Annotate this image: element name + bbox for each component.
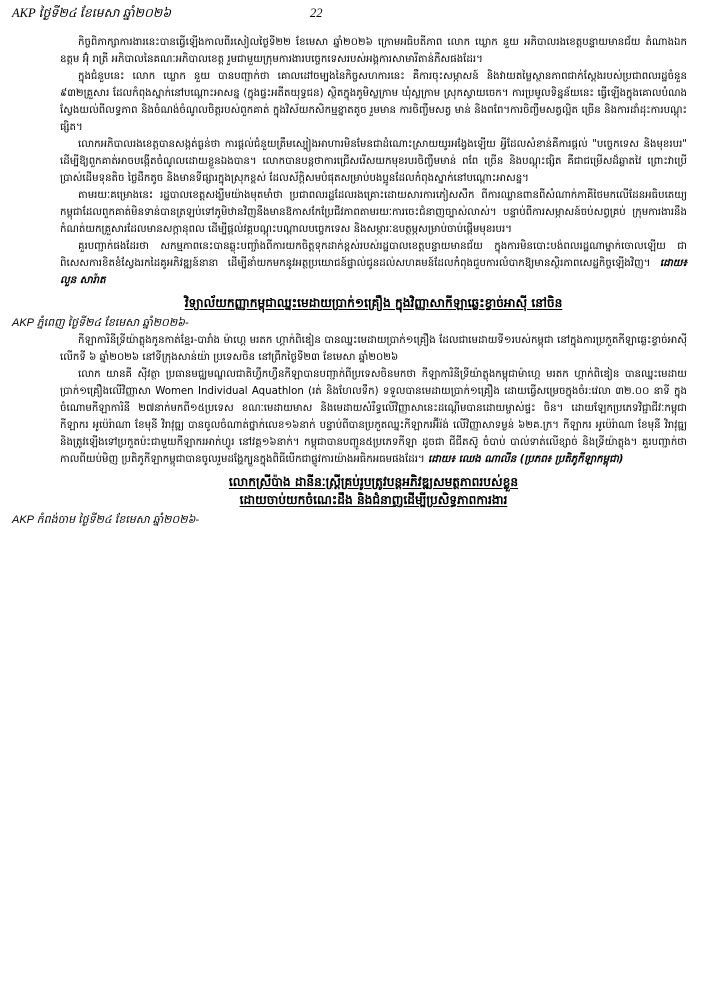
article-1-paragraph-2: ក្នុងជំនួបនេះ លោក ឃ្លោក នួយ បានបញ្ជាក់ថា គោលដៅចម្បងនៃកិច្ចសហការនេះ គឺការចុះសម្ភាសន៍ និងវាយតម្លៃស្ថានភាពជាក់ស្តែងរបស់ប្រជាពលរដ្ឋចំនួន ៩៣២គ្រួសារ ដែលកំពុងស្នាក់នៅបណ្តោះអាសន្ន (ក្នុងផ្ទះអតីតយុទ្ធជន) ស្ថិតក្នុងភូមិស្លក្រាម ឃុំស្លក្រាម ស្រុកស្វាយចេក។ ការប្រមូលទិន្នន័យនេះ ធ្វើឡើងក្នុងគោលបំណងស្វែងយល់ពីលទ្ធភាព និងចំណង់ចំណូលចិត្តរបស់ពួកគាត់ ក្នុងវិស័យកសិកម្មខ្នាតតូច រួមមាន ការចិញ្ចឹមសត្វ មាន់ និងពពែ។ការចិញ្ចឹមសត្វល្អិត ច្រើន និងការដាំដុះការបណ្តុះផ្សិត។ [60, 71, 687, 133]
article-2 [12, 294, 687, 468]
article-2-headline-text: វិទ្យាល័យកញ្ញាកម្ពុជាឈ្នះមេដាយប្រាក់១គ្រឿង ក្នុងវិញ្ញាសាកីឡាឆ្លេះខ្វាច់អាស៊ី នៅចិន [184, 296, 563, 310]
article-3-headline [60, 473, 687, 509]
header-source-date: AKP ថ្ងៃទី២៤ ខែមេសា ឆ្នាំ២០២៦ [12, 6, 172, 20]
article-3-headline-line-1: លោកស្រីប៉ាង ដានីនៈស្ត្រីគ្រប់រូបត្រូវបន្តអភិវឌ្ឍសមត្ថភាពរបស់ខ្លួន [228, 475, 519, 489]
article-1-paragraph-1: កិច្ចពិភាក្សាការងារនេះបានធ្វើឡើងកាលពីរសៀលថ្ងៃទី២២ ខែមេសា ឆ្នាំ២០២៦ ក្រោមអធិបតីភាព លោក ឃ្លោក នួយ អភិបាលរងខេត្តបន្ទាយមានជ័យ តំណាងឯកឧត្តម អ៊ុំ រាត្រី អភិបាលនៃគណៈអភិបាលខេត្ត រួមជាមួយក្រុមការងារបច្ចេកទេសរបស់អង្គការសាមារីតាន់ភឺសផងដែរ។ [60, 37, 687, 65]
article-2-paragraph-2 [60, 366, 687, 468]
page-content [12, 34, 687, 529]
article-2-paragraph-2-text: លោក យានគី ស៊ីវត្ថា ប្រធានមជ្ឈមណ្ឌលជាតិហ្វឹកហ្វឺនកីឡាបានបញ្ជាក់ពីប្រទេសចិនមកថា កីឡាការិនីទ្រីយ៉ាត្លុងកម្ពុជាម៉ាហ្គេ មរតក ហ្គាក់ពិឌៀន បានឈ្នះមេដាយប្រាក់១គ្រឿងលើវិញ្ញាសា Women Individual Aquathlon (រត់ និងហែលទឹក) ទទួលបានមេដាយប្រាក់១គ្រឿង ដោយធ្វើសម្រេចក្នុងចំរ:វេលា ៣២.០០ នាទី ក្នុងចំណោមកីឡាការិនី ២៧នាក់មកពី១៥ប្រទេស ខណៈមេដាយមាស និងមេដាយសំរឹទ្ធលើវិញ្ញាសានេះដណ្តើមបានដោយម្ចាស់ផ្ទះ ចិន។ ដោយឡែកប្រភេទវិជ្ជាជីវៈកម្ពុជា កីឡាករ អូប៉េរ៉ាណា ខែមុនី វិរាវុធ្ឍ បានចូលចំណាត់ថ្នាក់លេខ១៦នាក់ បន្ទាប់ពីបានប្រកួតឈ្នះកីឡាករអ៊ីរ៉ង់ លើវិញ្ញាសាទម្ងន់ ៦២គ.ក្រ។ កីឡាករ អូប៉េរ៉ាណា ខែមុនី វិរាវុធ្ឍ និងត្រូវឡើងទៅប្រកួតប៉ះជាមួយកីឡាករអាក់ហ្វូរ នៅវគ្គ១៦នាក់។ កម្ពុជាបានបញ្ជូន៥ប្រភេទកីឡា ដូចជា ជីជីតស៊ូ ចំបាប់ បាល់ទាត់លើខ្សាច់ និងទ្រីយ៉ាត្លុង។ គួរបញ្ជាក់ថា កាលពីយប់មិញ ប្រតិភូកីឡាកម្ពុជាបានចូលរួមដង្ហែក្បួនក្នុងពិធីបើកជាផ្លូវការយ៉ាងអធិកអធមផងដែរ។ [60, 369, 687, 465]
article-2-headline [60, 294, 687, 312]
page-header [12, 6, 695, 28]
article-1 [60, 34, 687, 289]
article-2-byline: ដោយ៖ ឈេង ណាលីន (ប្រភព៖ ប្រតិភូកីឡាកម្ពុជា) [427, 454, 624, 465]
article-3-headline-line-2: ដោយចាប់យកចំណេះដឹង និងជំនាញដើម្បីប្រសិទ្ធភាពការងារ [239, 493, 508, 507]
article-3-dateline: AKP កំពង់ចាម ថ្ងៃទី២៤ ខែមេសា ឆ្នាំ២០២៦- [12, 514, 200, 526]
article-1-paragraph-3: លោកអភិបាលរងខេត្តបានសង្កត់ធ្ងន់ថា ការផ្តល់ជំនួយត្រឹមស្បៀងអាហារមិនមែនជាដំណោះស្រាយយូរអង្វែងឡើយ អ្វីដែលសំខាន់គឺការផ្តល់ "បច្ចេកទេស និងមុខរបរ" ដើម្បីឱ្យពួកគាត់អាចបង្កើតចំណូលដោយខ្លួនឯងបាន។ លោកបានបន្តថាការជ្រើសរើសយកមុខរបរចិញ្ចឹមមាន់ ពពែ ច្រើន និងបណ្តុះផ្សិត គឺជាជម្រើសដ៏ឆ្លាតវៃ ព្រោះវាប្រើប្រាស់ដើមទុនតិច ថ្លៃដឹកតូច និងមានទីផ្សារក្នុងស្រុកខ្ពស់ ដែលស័ក្តិសមបំផុតសម្រាប់បងប្អូនដែលកំពុងស្នាក់នៅបណ្តោះអាសន្ន។ [60, 139, 687, 184]
article-1-paragraph-4: តាមរយៈគម្រោងនេះ រដ្ឋបាលខេត្តសង្ឃឹមយ៉ាងមុតមាំថា ប្រជាពលរដ្ឋដែលរងគ្រោះដោយសារការភៀសសឹក ពីការឈ្លានពានពីសំណាក់ភាគីថៃមកលើដែនអធិបតេយ្យកម្ពុជាដែលពួកគាត់មិនទាន់បានត្រឡប់ទៅភូមិឋានវិញនឹងមានឱកាសកែប្រែជីវភាពតាមរយៈការចេះជំនាញច្បាស់លាស់។ បន្ទាប់ពីការសម្ភាសន៍ចប់សព្វគ្រប់ ក្រុមការងារនឹងកំណត់យកគ្រួសារដែលមានសក្តានុពល ដើម្បីផ្តល់វគ្គបណ្តុះបណ្តាលបច្ចេកទេស និងសម្ភារៈឧបត្ថម្ភសម្រាប់ចាប់ផ្តើមមុខរបរ។ [60, 190, 687, 235]
article-1-paragraph-5 [60, 238, 687, 289]
article-2-dateline: AKP ភ្នំពេញ ថ្ងៃទី២៤ ខែមេសា ឆ្នាំ២០២៦- [12, 317, 189, 329]
article-2-paragraph-1: កីឡាការិនីទ្រីយ៉ាត្លុងកូនកាត់ខ្មែរ-បារាំង ម៉ាហ្គេ មរតក ហ្គាក់ពិឌៀន បានឈ្នះមេដាយប្រាក់១គ្រឿង ដែលជាមេដាយទី១របស់កម្ពុជា នៅក្នុងការប្រកួតកីឡាឆ្លេះខ្វាច់អាស៊ី លើកទី ៦ ឆ្នាំ២០២៦ នៅទីក្រុងសាន់យ៉ា ប្រទេសចិន នៅព្រឹកថ្ងៃទី២៣ ខែមេសា ឆ្នាំ២០២៦ [60, 335, 687, 363]
article-1-byline: ដោយ៖ លួន សារ៉ាត [60, 258, 687, 286]
article-1-paragraph-5-text: គួរបញ្ជាក់ផងដែរថា សកម្មភាពនេះបានឆ្លុះបញ្ចាំងពីការយកចិត្តទុកដាក់ខ្ពស់របស់រដ្ឋបាលខេត្តបន្ទាយមានជ័យ ក្នុងការមិនបោះបង់ពលរដ្ឋណាម្នាក់ចោលឡើយ ជាពិសេសការខិតខំស្វែងរកដៃគូអភិវឌ្ឍន៍នានា ដើម្បីនាំយកមកនូវអត្ថប្រយោជន៍ផ្ទាល់ជូនដល់សហគមន៍ដែលកំពុងជួបការលំបាកឱ្យមានស្ថិរភាពសេដ្ឋកិច្ចឡើងវិញ។ [60, 241, 687, 269]
article-3 [12, 473, 687, 529]
page-number: 22 [310, 6, 323, 20]
